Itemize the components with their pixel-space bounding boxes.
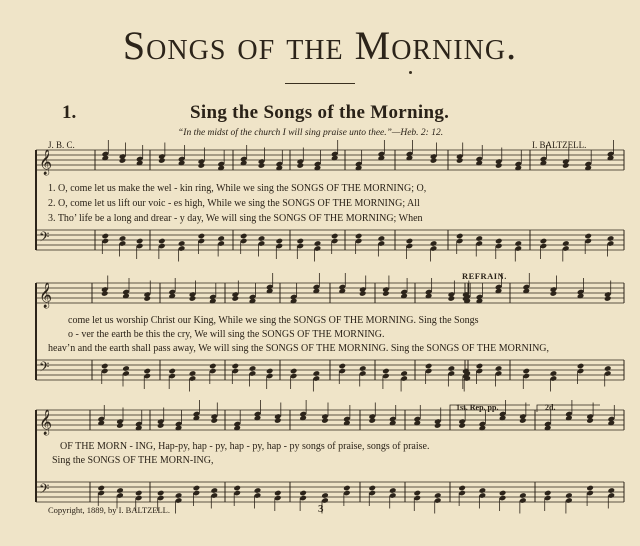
notehead xyxy=(519,417,527,424)
notehead xyxy=(122,365,130,372)
notehead xyxy=(607,487,615,494)
copyright-notice: Copyright, 1889, by I. BALTZELL. xyxy=(48,505,170,515)
notehead xyxy=(338,363,346,370)
notehead xyxy=(101,363,109,370)
notehead xyxy=(495,365,503,372)
notehead xyxy=(276,238,284,245)
notehead xyxy=(290,368,298,375)
notehead xyxy=(158,157,166,164)
notehead xyxy=(577,363,585,370)
notehead xyxy=(368,417,376,424)
notehead xyxy=(119,157,127,164)
notehead xyxy=(540,238,548,245)
notehead xyxy=(143,295,151,302)
notehead xyxy=(189,295,197,302)
notehead xyxy=(514,240,522,247)
bass-clef: 𝄢 xyxy=(39,229,50,248)
refrain-line-b: Sing the SONGS OF THE MORN-ING, xyxy=(52,455,214,466)
notehead xyxy=(274,490,282,497)
notehead xyxy=(314,240,322,247)
notehead xyxy=(232,295,240,302)
notehead xyxy=(193,485,201,492)
notehead xyxy=(562,240,570,247)
treble-clef: 𝄞 xyxy=(39,150,53,175)
notehead xyxy=(458,485,466,492)
notehead xyxy=(198,162,206,169)
notehead xyxy=(157,422,165,429)
notehead xyxy=(584,233,592,240)
notehead xyxy=(475,235,483,242)
notehead xyxy=(321,492,329,499)
notehead xyxy=(359,290,367,297)
notehead xyxy=(495,238,503,245)
notehead xyxy=(116,422,124,429)
notehead xyxy=(157,490,165,497)
notehead xyxy=(604,365,612,372)
notehead xyxy=(233,485,241,492)
notehead xyxy=(101,290,109,297)
notehead xyxy=(448,295,456,302)
notehead xyxy=(198,233,206,240)
notehead xyxy=(175,492,183,499)
notehead xyxy=(413,490,421,497)
hymn-title: Sing the Songs of the Morning. xyxy=(190,102,450,123)
notehead xyxy=(343,485,351,492)
notehead xyxy=(607,235,615,242)
notehead xyxy=(586,417,594,424)
notehead xyxy=(232,363,240,370)
verse-3-line-b: heav’n and the earth shall pass away, We will sing the SONGS OF THE MORNING. Sing the SONGS OF THE MORNING, xyxy=(48,343,550,354)
notehead xyxy=(479,487,487,494)
notehead xyxy=(550,290,558,297)
book-title: Songs of the Morning. xyxy=(122,23,518,68)
verse-1-line-b: come let us worship Christ our King, While we sing the SONGS OF THE MORNING. Sing the Songs xyxy=(68,315,479,326)
notehead xyxy=(406,238,414,245)
notehead xyxy=(425,363,433,370)
notehead xyxy=(266,368,274,375)
notehead xyxy=(168,368,176,375)
notehead xyxy=(499,490,507,497)
verse-2-line-b: o - ver the earth be this the cry, We will sing the SONGS OF THE MORNING. xyxy=(68,329,385,340)
notehead xyxy=(143,368,151,375)
notehead xyxy=(97,485,105,492)
notehead xyxy=(217,235,225,242)
notehead xyxy=(331,233,339,240)
bass-clef: 𝄢 xyxy=(39,359,50,378)
page-number: 3 xyxy=(318,503,324,515)
lyricist-credit: J. B. C. xyxy=(48,140,75,150)
scripture-epigraph: “In the midst of the church I will sing praise unto thee.”—Heb. 2: 12. xyxy=(178,128,444,138)
hymn-number: 1. xyxy=(62,102,77,123)
notehead xyxy=(158,238,166,245)
notehead xyxy=(258,162,266,169)
notehead xyxy=(135,490,143,497)
refrain-label: REFRAIN. xyxy=(462,271,507,281)
notehead xyxy=(368,485,376,492)
notehead xyxy=(382,368,390,375)
composer-credit: I. BALTZELL. xyxy=(532,140,587,150)
notehead xyxy=(378,235,386,242)
notehead xyxy=(495,162,503,169)
notehead xyxy=(119,235,127,242)
notehead xyxy=(430,240,438,247)
bass-clef: 𝄢 xyxy=(39,481,50,500)
verse-1-line-a: 1. O, come let us make the wel - kin ring, While we sing the SONGS OF THE MORNING; O, xyxy=(48,183,427,194)
notehead xyxy=(456,233,464,240)
notehead xyxy=(382,290,390,297)
notehead xyxy=(456,157,464,164)
notehead xyxy=(136,238,144,245)
refrain-line-a: OF THE MORN - ING, Hap-py, hap - py, hap - py, hap - py songs of praise, songs of praise. xyxy=(60,441,430,452)
verse-3-line-a: 3. Tho’ life be a long and drear - y day, We will sing the SONGS OF THE MORNING; When xyxy=(48,213,423,224)
notehead xyxy=(299,490,307,497)
notehead xyxy=(102,233,110,240)
notehead xyxy=(258,235,266,242)
notehead xyxy=(297,238,305,245)
notehead xyxy=(297,162,305,169)
notehead xyxy=(430,157,438,164)
notehead xyxy=(355,233,363,240)
notehead xyxy=(389,487,397,494)
notehead xyxy=(562,162,570,169)
notehead xyxy=(178,240,186,247)
second-ending-label: 2d. xyxy=(545,403,556,412)
notehead xyxy=(116,487,124,494)
notehead xyxy=(544,490,552,497)
treble-clef: 𝄞 xyxy=(39,410,53,435)
notehead xyxy=(359,365,367,372)
notehead xyxy=(434,422,442,429)
notehead xyxy=(189,370,197,377)
notehead xyxy=(458,422,466,429)
notehead xyxy=(274,417,282,424)
notehead xyxy=(321,417,329,424)
notehead xyxy=(522,368,530,375)
notehead xyxy=(210,417,218,424)
notehead xyxy=(313,370,321,377)
notehead xyxy=(586,485,594,492)
notehead xyxy=(434,492,442,499)
notehead xyxy=(240,233,248,240)
verse-2-line-a: 2. O, come let us lift our voic - es high, While we sing the SONGS OF THE MORNING; All xyxy=(48,198,420,209)
notehead xyxy=(209,363,217,370)
notehead xyxy=(476,363,484,370)
notehead xyxy=(254,487,262,494)
notehead xyxy=(604,295,612,302)
treble-clef: 𝄞 xyxy=(39,283,53,308)
notehead xyxy=(448,365,456,372)
notehead xyxy=(519,492,527,499)
first-ending-label: 1st. Rep. pp. xyxy=(456,403,499,412)
notehead xyxy=(249,365,257,372)
notehead xyxy=(550,370,558,377)
notehead xyxy=(565,492,573,499)
notehead xyxy=(400,370,408,377)
notehead xyxy=(210,487,218,494)
